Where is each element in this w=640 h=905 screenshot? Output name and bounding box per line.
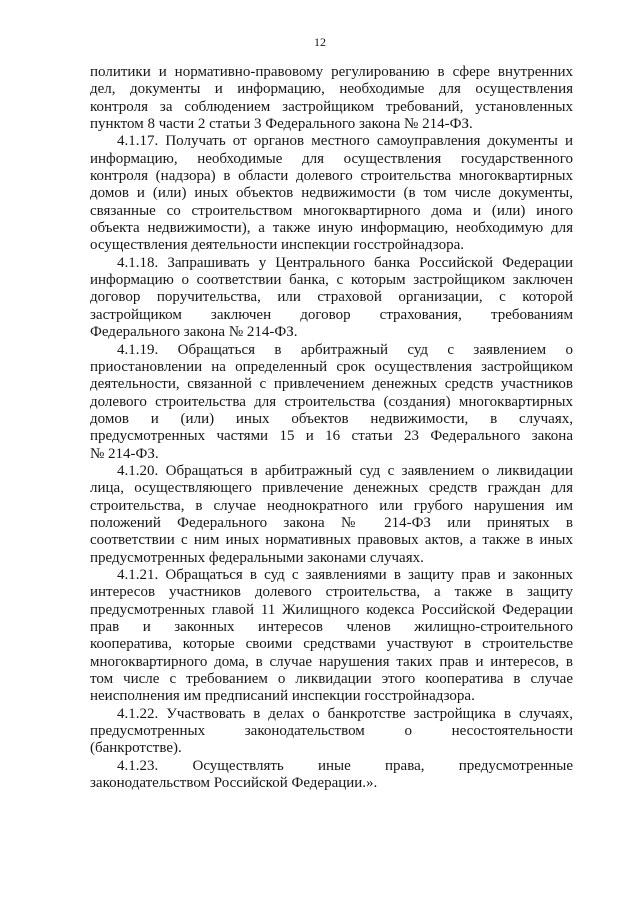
text-line: пунктом 8 части 2 статьи 3 Федерального закона № 214-ФЗ.: [90, 116, 473, 133]
text-line: предусмотренных частями 15 и 16 статьи 23 Федерального закона: [90, 428, 573, 445]
text-line: информацию о соответствии банка, с которым застройщиком заключен: [90, 272, 573, 289]
page-number: 12: [314, 35, 326, 49]
text-line: 4.1.19. Обращаться в арбитражный суд с заявлением о: [117, 341, 573, 358]
text-line: лица, осуществляющего привлечение денежных средств граждан для: [90, 480, 573, 497]
text-line: связанные со строительством многоквартирного дома и (или) иного: [90, 202, 573, 219]
text-line: 4.1.22. Участвовать в делах о банкротстве застройщика в случаях,: [117, 705, 573, 722]
paragraph-4-1-17: [90, 133, 573, 254]
text-line: интересов участников долевого строительства, а также в защиту: [90, 584, 573, 601]
text-line: 4.1.21. Обращаться в суд с заявлениями в защиту прав и законных: [117, 566, 573, 583]
text-line: осуществления деятельности инспекции госстройнадзора.: [90, 237, 464, 254]
text-line: 4.1.18. Запрашивать у Центрального банка Российской Федерации: [117, 254, 573, 271]
text-line: 4.1.23. Осуществлять иные права, предусмотренные: [117, 757, 573, 774]
paragraph-4-1-22: [90, 706, 573, 758]
text-line: предусмотренных законодательством о несостоятельности: [90, 723, 573, 740]
text-line: приостановлении на определенный срок осуществления застройщиком: [90, 358, 573, 375]
text-line: деятельности, связанной с привлечением денежных средств участников: [90, 376, 573, 393]
text-line: договор поручительства, или страховой организации, с которой: [90, 289, 573, 306]
text-line: кооператива, которые своими средствами участвуют в строительстве: [90, 636, 573, 653]
text-line: неисполнения им предписаний инспекции госстройнадзора.: [90, 688, 475, 705]
text-line: том числе с требованием о ликвидации этого кооператива в случае: [90, 671, 573, 688]
text-line: дел, документы и информацию, необходимые для осуществления: [90, 81, 573, 98]
paragraph-4-1-23: [90, 758, 573, 793]
text-line: контроля за соблюдением застройщиком требований, установленных: [90, 98, 573, 115]
text-line: (банкротстве).: [90, 740, 182, 757]
text-line: соответствии с ним иных нормативных правовых актов, а также в иных: [90, 532, 573, 549]
text-line: прав и законных интересов членов жилищно-строительного: [90, 619, 573, 635]
paragraph-4-1-18: [90, 255, 573, 342]
text-line: положений Федерального закона № 214-ФЗ или принятых в: [90, 514, 573, 531]
text-line: информацию, необходимые для осуществления государственного: [90, 150, 573, 167]
text-line: 4.1.20. Обращаться в арбитражный суд с заявлением о ликвидации: [117, 462, 573, 479]
text-line: домов и (или) иных объектов недвижимости (в том числе документы,: [90, 185, 573, 202]
text-line: Федерального закона № 214-ФЗ.: [90, 324, 298, 341]
paragraph-4-1-19: [90, 342, 573, 463]
text-line: политики и нормативно-правовому регулированию в сфере внутренних: [90, 64, 573, 80]
text-line: застройщиком заключен договор страхования, требованиям: [90, 306, 573, 323]
paragraph-4-1-20: [90, 463, 573, 567]
text-line: контроля (надзора) в области долевого строительства многоквартирных: [90, 168, 573, 185]
body-text: [90, 64, 573, 792]
text-line: предусмотренных главой 11 Жилищного кодекса Российской Федерации: [90, 601, 573, 618]
text-line: домов и (или) иных объектов недвижимости, в случаях,: [90, 410, 573, 427]
text-line: объекта недвижимости), а также иную информацию, необходимую для: [90, 220, 573, 237]
text-line: строительства, в случае неоднократного или грубого нарушения им: [90, 497, 573, 514]
text-line: предусмотренных федеральными законами случаях.: [90, 549, 424, 566]
text-line: многоквартирного дома, в случае нарушения таких прав и интересов, в: [90, 653, 573, 670]
paragraph-continuation: [90, 64, 573, 133]
paragraph-4-1-21: [90, 567, 573, 706]
text-line: долевого строительства для строительства (создания) многоквартирных: [90, 393, 573, 410]
text-line: № 214-ФЗ.: [90, 445, 159, 462]
text-line: законодательством Российской Федерации.».: [90, 775, 378, 792]
text-line: 4.1.17. Получать от органов местного самоуправления документы и: [117, 133, 573, 150]
